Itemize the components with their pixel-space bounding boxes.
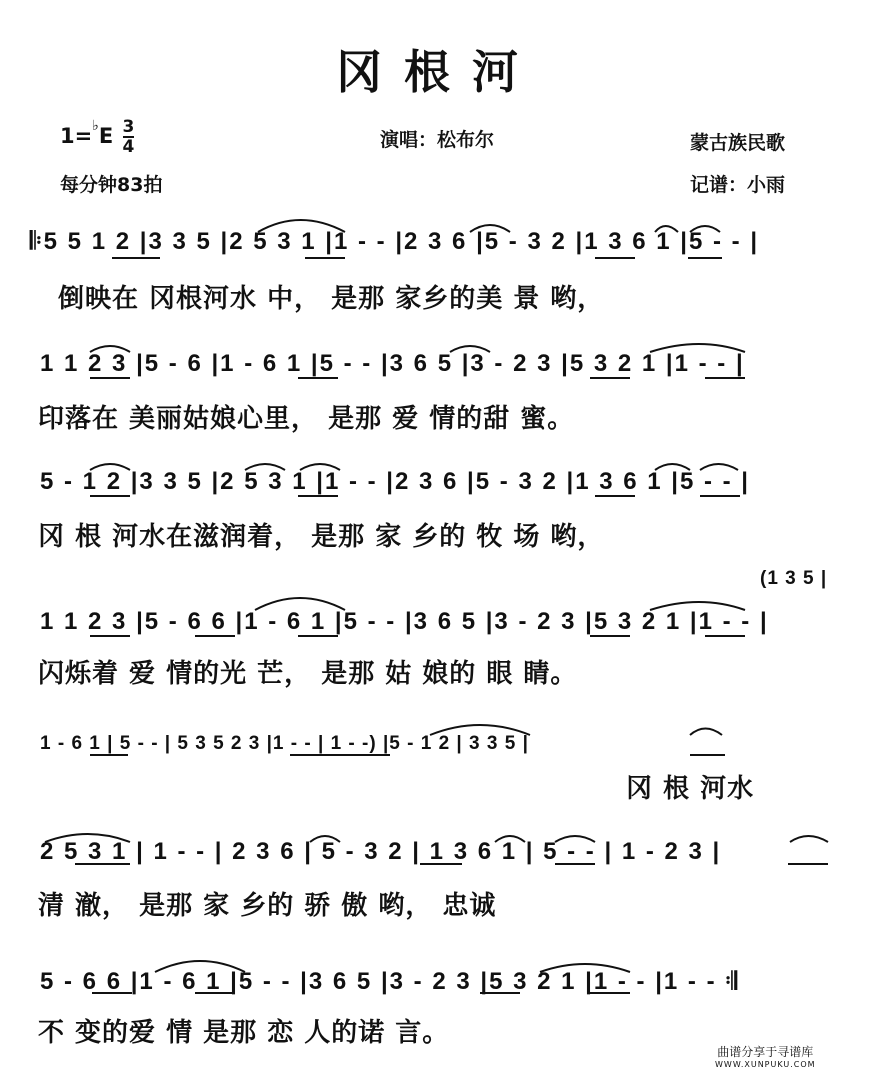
lyrics-line-6: 清 澈， 是那 家 乡的 骄 傲 哟， 忠诚 (38, 891, 497, 921)
song-title: 冈根河 (336, 45, 540, 99)
tie (300, 464, 340, 470)
tie (258, 220, 345, 232)
tie (470, 225, 510, 232)
tie (790, 836, 828, 842)
lyrics-line-7: 不 变的爱 情 是那 恋 人的诺 言。 (38, 1018, 450, 1048)
watermark (715, 1043, 816, 1069)
origin: 蒙古族民歌 (690, 132, 786, 154)
lyrics-line-1: 倒映在 冈根河水 中， 是那 家乡的美 景 哟， (58, 284, 605, 314)
lyrics-line-3: 冈 根 河水在滋润着， 是那 家 乡的 牧 场 哟， (38, 522, 605, 552)
bracket-annotation: (1 3 5 | (760, 568, 828, 589)
watermark-line-2: WWW.XUNPUKU.COM (715, 1060, 816, 1069)
tie (495, 836, 525, 842)
tie (650, 344, 745, 352)
tie (90, 464, 130, 470)
tie (310, 836, 340, 842)
tie (245, 464, 285, 470)
singer: 演唱：松布尔 (380, 129, 495, 151)
transcriber: 记谱：小雨 (690, 174, 786, 196)
tie (155, 961, 245, 972)
tie (700, 464, 738, 470)
key-note: E (98, 124, 114, 148)
key-prefix: 1= (60, 124, 93, 148)
notation-line-1: 𝄆5 5 1 2 |3 3 5 |2 5 3 1 |1 - - |2 3 6 |5 - 3 2 |1 3 6 1 |5 - - | (30, 228, 760, 255)
time-numerator: 3 (122, 117, 135, 137)
tie (650, 602, 745, 610)
notation-line-5: 1 - 6 1 | 5 - - | 5 3 5 2 3 |1 - - | 1 - -) |5 - 1 2 | 3 3 5 | (40, 733, 529, 754)
watermark-line-1: 曲谱分享于寻谱库 (717, 1045, 814, 1059)
time-denominator: 4 (122, 137, 135, 157)
tie (450, 346, 490, 352)
tie (540, 964, 630, 972)
lyrics-line-2: 印落在 美丽姑娘心里， 是那 爱 情的甜 蜜。 (38, 404, 575, 434)
tie (255, 598, 345, 610)
notation-line-2: 1 1 2 3 |5 - 6 |1 - 6 1 |5 - - |3 6 5 |3 - 2 3 |5 3 2 1 |1 - - | (40, 350, 745, 377)
tempo: 每分钟83拍 (60, 174, 163, 196)
lyrics-line-4: 闪烁着 爱 情的光 芒， 是那 姑 娘的 眼 睛。 (38, 659, 578, 689)
tie (690, 729, 722, 736)
tie (45, 834, 130, 842)
tie (90, 346, 130, 352)
notation-line-7: 5 - 6 6 |1 - 6 1 |5 - - |3 6 5 |3 - 2 3 |5 3 2 1 |1 - - |1 - - 𝄇 (40, 968, 739, 995)
tie (655, 464, 690, 470)
tie (690, 226, 720, 232)
notation-line-3: 5 - 1 2 |3 3 5 |2 5 3 1 |1 - - |2 3 6 |5 - 3 2 |1 3 6 1 |5 - - | (40, 468, 751, 495)
lyrics-line-5: 冈 根 河水 (626, 774, 755, 804)
notation-line-6: 2 5 3 1 | 1 - - | 2 3 6 | 5 - 3 2 | 1 3 6 1 | 5 - - | 1 - 2 3 | (40, 838, 722, 865)
tie (430, 725, 530, 735)
notation-line-4: 1 1 2 3 |5 - 6 6 |1 - 6 1 |5 - - |3 6 5 |3 - 2 3 |5 3 2 1 |1 - - | (40, 608, 769, 635)
tie (555, 836, 595, 842)
tie (655, 226, 678, 232)
flat-sign: ♭ (92, 118, 99, 134)
